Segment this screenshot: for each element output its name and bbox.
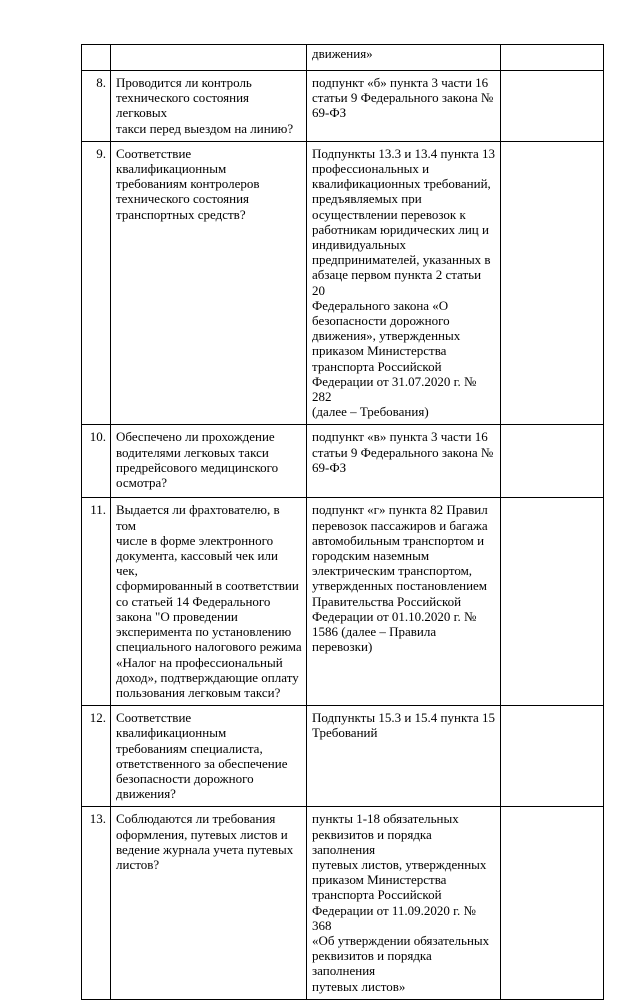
question-cell: Соответствие квалификационным требованиям специалиста, ответственного за обеспечение безопасности дорожного движения? xyxy=(111,706,307,807)
legal-reference-cell: Подпункты 15.3 и 15.4 пункта 15 Требований xyxy=(307,706,501,807)
note-cell xyxy=(501,807,604,999)
legal-reference-cell: движения» xyxy=(307,45,501,71)
row-number-cell: 10. xyxy=(82,425,111,498)
row-number-cell: 8. xyxy=(82,71,111,142)
row-number-cell: 9. xyxy=(82,141,111,425)
table-row xyxy=(82,807,604,999)
note-cell xyxy=(501,71,604,142)
question-cell xyxy=(111,45,307,71)
question-cell: Обеспечено ли прохождение водителями легковых такси предрейсового медицинского осмотра? xyxy=(111,425,307,498)
row-number-cell: 12. xyxy=(82,706,111,807)
question-cell: Соответствие квалификационным требованиям контролеров технического состояния транспортных средств? xyxy=(111,141,307,425)
table-row xyxy=(82,45,604,71)
question-cell: Выдается ли фрахтователю, в том числе в форме электронного документа, кассовый чек или чек, сформированный в соответствии со статьей 14 Федерального закона "О проведении эксперимента по установлению специального налогового режима «Налог на профессиональный доход», подтверждающие оплату пользования легковым такси? xyxy=(111,498,307,706)
table-row xyxy=(82,498,604,706)
checklist-table xyxy=(81,44,604,1000)
legal-reference-cell: подпункт «в» пункта 3 части 16 статьи 9 Федерального закона № 69-ФЗ xyxy=(307,425,501,498)
row-number-cell: 11. xyxy=(82,498,111,706)
note-cell xyxy=(501,141,604,425)
table-row xyxy=(82,71,604,142)
row-number-cell: 13. xyxy=(82,807,111,999)
legal-reference-cell: Подпункты 13.3 и 13.4 пункта 13 профессиональных и квалификационных требований, предъявляемых при осуществлении перевозок к работникам юридических лиц и индивидуальных предпринимателей, указанных в абзаце первом пункта 2 статьи 20 Федерального закона «О безопасности дорожного движения», утвержденных приказом Министерства транспорта Российской Федерации от 31.07.2020 г. № 282 (далее – Требования) xyxy=(307,141,501,425)
table-row xyxy=(82,425,604,498)
question-cell: Проводится ли контроль технического состояния легковых такси перед выездом на линию? xyxy=(111,71,307,142)
row-number-cell xyxy=(82,45,111,71)
legal-reference-cell: подпункт «г» пункта 82 Правил перевозок пассажиров и багажа автомобильным транспортом и городским наземным электрическим транспортом, утвержденных постановлением Правительства Российской Федерации от 01.10.2020 г. № 1586 (далее – Правила перевозки) xyxy=(307,498,501,706)
legal-reference-cell: пункты 1-18 обязательных реквизитов и порядка заполнения путевых листов, утвержденных приказом Министерства транспорта Российской Федерации от 11.09.2020 г. № 368 «Об утверждении обязательных реквизитов и порядка заполнения путевых листов» xyxy=(307,807,501,999)
legal-reference-cell: подпункт «б» пункта 3 части 16 статьи 9 Федерального закона № 69-ФЗ xyxy=(307,71,501,142)
note-cell xyxy=(501,425,604,498)
note-cell xyxy=(501,706,604,807)
question-cell: Соблюдаются ли требования оформления, путевых листов и ведение журнала учета путевых листов? xyxy=(111,807,307,999)
note-cell xyxy=(501,498,604,706)
table-row xyxy=(82,141,604,425)
note-cell xyxy=(501,45,604,71)
table-row xyxy=(82,706,604,807)
